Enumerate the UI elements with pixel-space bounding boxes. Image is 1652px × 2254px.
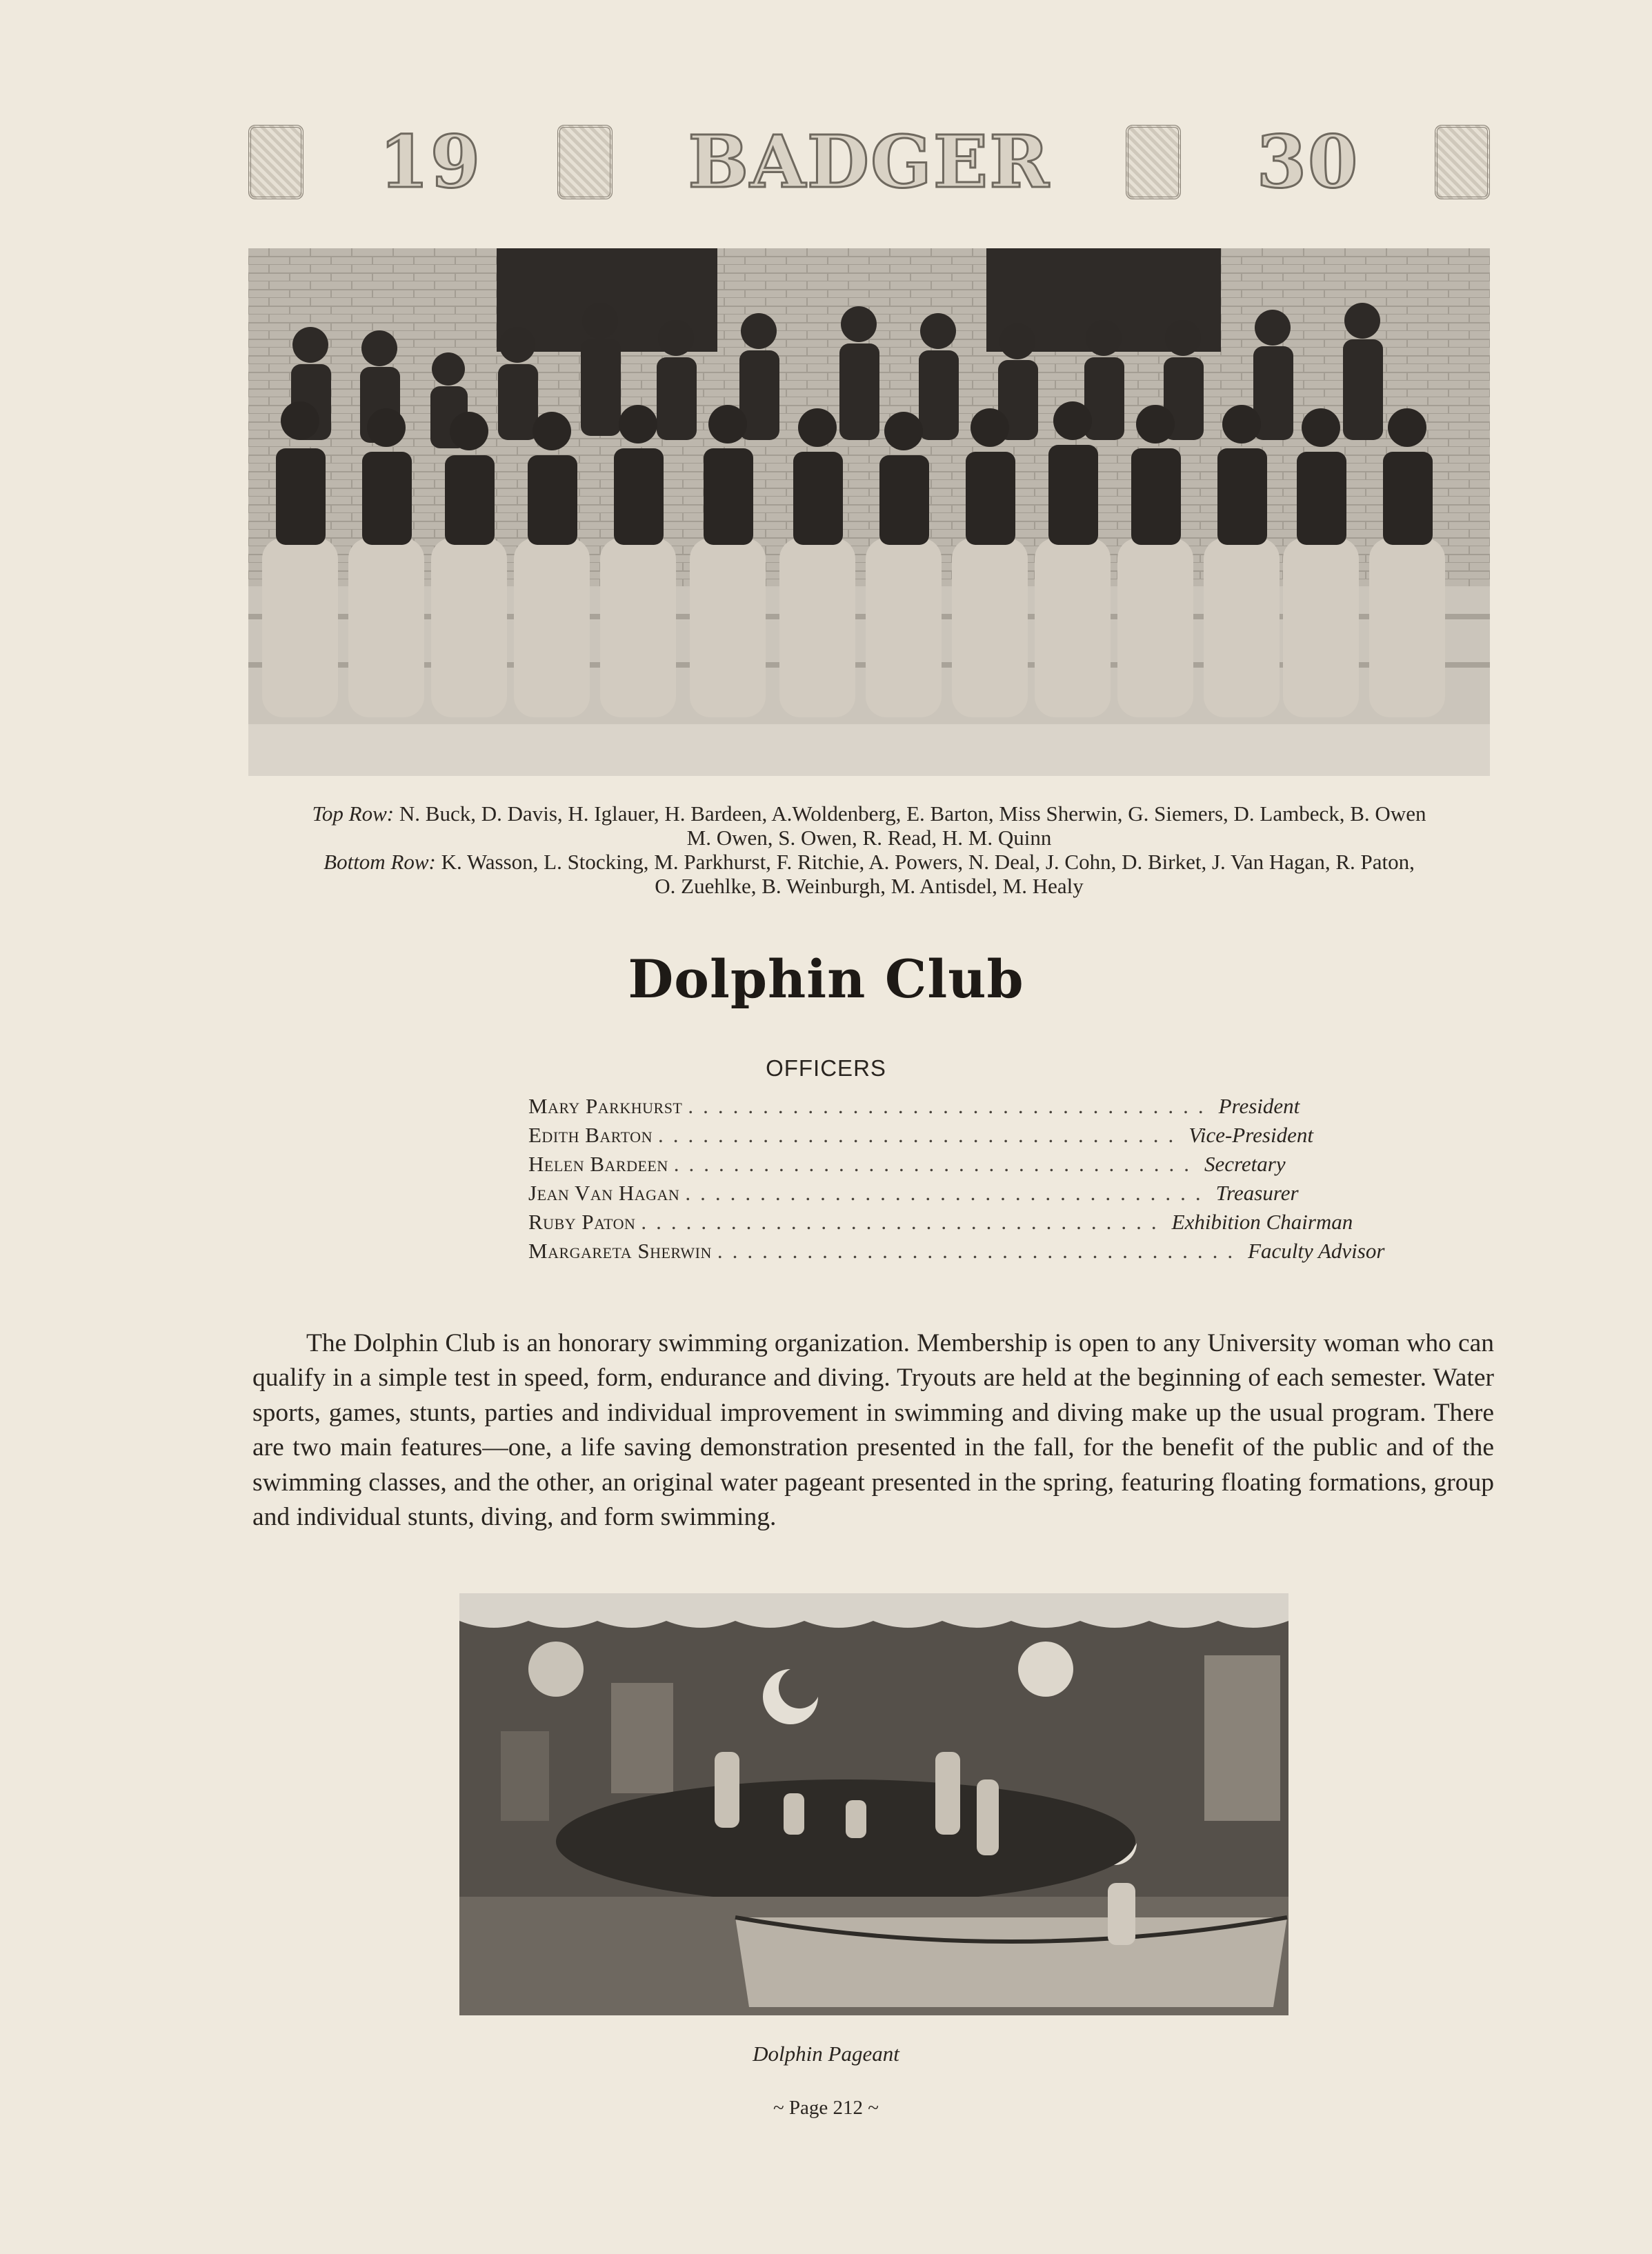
officer-title: Faculty Advisor <box>1248 1239 1385 1263</box>
officer-name: Edith Barton <box>528 1123 653 1147</box>
leader-dots: ................................... <box>688 1094 1213 1118</box>
leader-dots: ................................... <box>657 1123 1184 1147</box>
team-photo-image <box>248 248 1490 776</box>
officer-name: Jean Van Hagan <box>528 1181 680 1205</box>
officers-list <box>528 1094 1385 1268</box>
bottom-row-names-cont: O. Zuehlke, B. Weinburgh, M. Antisdel, M. Healy <box>655 874 1084 898</box>
officer-name: Helen Bardeen <box>528 1152 668 1176</box>
pageant-photo <box>459 1593 1288 2015</box>
team-photo-caption <box>248 801 1490 898</box>
pageant-caption: Dolphin Pageant <box>753 2042 899 2066</box>
ornament-icon <box>1435 125 1490 199</box>
officer-row <box>528 1094 1300 1123</box>
ornament-icon <box>557 125 613 199</box>
club-description: The Dolphin Club is an honorary swimming organization. Membership is open to any University woman who can qualify in a simple test in speed, form, endurance and diving. Tryouts are held at the beginning of each semester. Water sports, games, stunts, parties and individual improvement in swimming and diving make up the usual program. There are two main features—one, a life saving demonstration presented in the fall, for the benefit of the public and of the swimming classes, and the other, an original water pageant presented in the spring, featuring floating formations, group and individual stunts, diving, and form swimming. <box>252 1328 1494 1531</box>
officer-title: Exhibition Chairman <box>1171 1210 1353 1234</box>
yearbook-banner <box>248 119 1490 204</box>
caption-bottom-row <box>248 850 1490 874</box>
officer-title: Treasurer <box>1215 1181 1299 1205</box>
club-title: Dolphin Club <box>628 948 1024 1010</box>
officers-heading: OFFICERS <box>766 1055 886 1081</box>
team-photo <box>248 248 1490 776</box>
banner-year-left: 19 <box>379 119 482 204</box>
leader-dots: ................................... <box>717 1239 1243 1263</box>
ornament-icon <box>1126 125 1181 199</box>
officer-name: Ruby Paton <box>528 1210 636 1234</box>
officer-row <box>528 1181 1299 1210</box>
top-row-names: N. Buck, D. Davis, H. Iglauer, H. Bardeen, A.Woldenberg, E. Barton, Miss Sherwin, G. Siemers, D. Lambeck, B. Owen <box>399 801 1426 826</box>
ornament-icon <box>248 125 303 199</box>
banner-title: BADGER <box>688 119 1051 204</box>
top-row-names-cont: M. Owen, S. Owen, R. Read, H. M. Quinn <box>686 826 1052 850</box>
pageant-photo-image <box>459 1593 1288 2015</box>
officer-name: Mary Parkhurst <box>528 1094 683 1118</box>
bottom-row-names: K. Wasson, L. Stocking, M. Parkhurst, F. Ritchie, A. Powers, N. Deal, J. Cohn, D. Birket, J. Van Hagan, R. Paton, <box>441 850 1415 874</box>
officer-title: President <box>1218 1094 1300 1118</box>
officer-name: Margareta Sherwin <box>528 1239 712 1263</box>
officer-row <box>528 1152 1286 1181</box>
bottom-row-label: Bottom Row: <box>324 850 436 874</box>
leader-dots: ................................... <box>641 1210 1166 1234</box>
officer-title: Vice-President <box>1188 1123 1313 1147</box>
officer-row <box>528 1123 1313 1152</box>
leader-dots: ................................... <box>685 1181 1211 1205</box>
officer-row <box>528 1239 1385 1268</box>
caption-top-row <box>248 801 1490 826</box>
officer-row <box>528 1210 1353 1239</box>
top-row-label: Top Row: <box>312 801 395 826</box>
officer-title: Secretary <box>1204 1152 1286 1176</box>
leader-dots: ................................... <box>673 1152 1199 1176</box>
banner-year-right: 30 <box>1256 119 1360 204</box>
page-number: ~ Page 212 ~ <box>773 2097 879 2119</box>
